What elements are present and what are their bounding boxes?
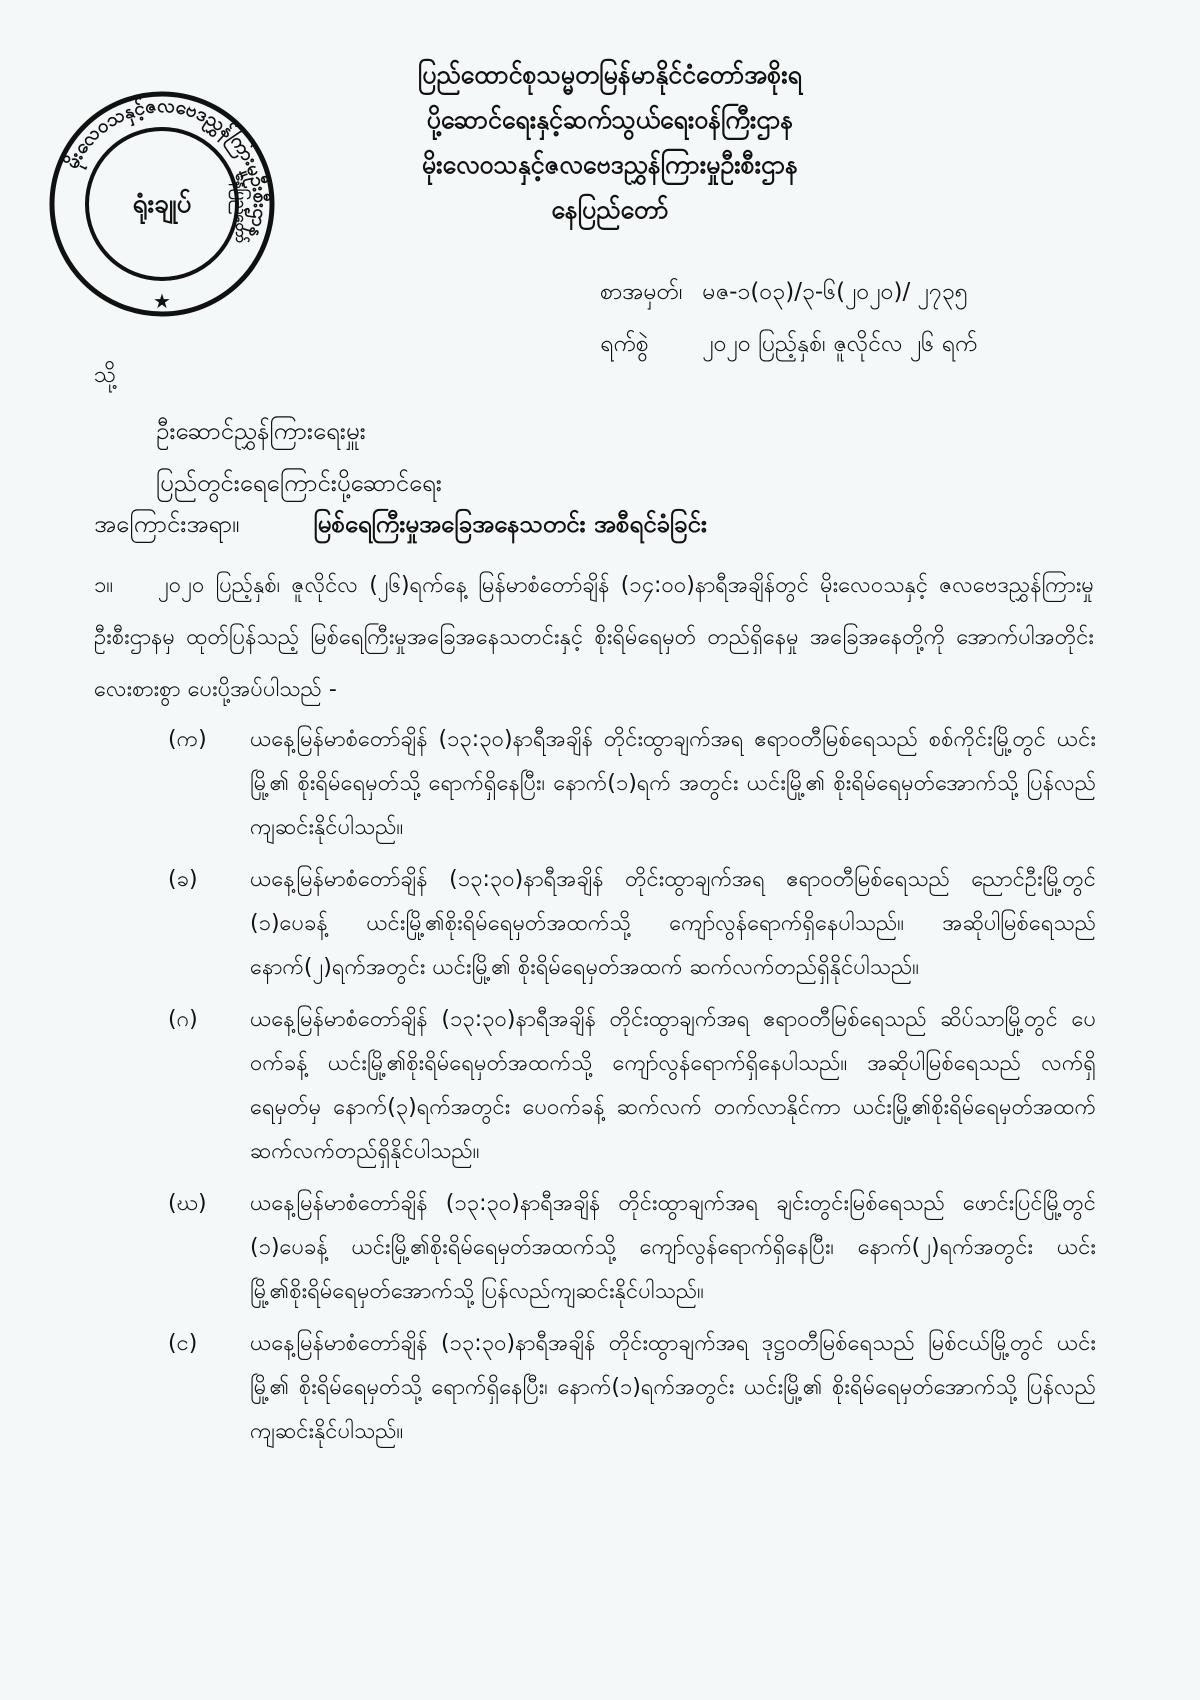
addressee bbox=[156, 405, 442, 509]
seal-star-icon: ★ bbox=[153, 289, 171, 313]
paragraph-text: ၂၀၂၀ ပြည့်နှစ်၊ ဇူလိုင်လ (၂၆)ရက်နေ့ မြန်မာစံတော်ချိန် (၁၄:၀၀)နာရီအချိန်တွင် မိုးလေဝသနှင့် ဇလဗေဒညွှန်ကြားမှုဦးစီးဌာနမှ ထုတ်ပြန်သည့် မြစ်ရေကြီးမှုအခြေအနေသတင်းနှင့် စိုးရိမ်ရေမှတ် တည်ရှိနေမှု အခြေအနေတို့ကို အောက်ပါအတိုင်း လေးစားစွာ ပေးပို့အပ်ပါသည် - bbox=[94, 573, 1094, 702]
subject-label: အကြောင်းအရာ။ bbox=[94, 510, 240, 538]
list-item bbox=[160, 718, 1096, 850]
seal-ring-right-text: နေပြည်တော် bbox=[232, 172, 250, 244]
letter-number-label: စာအမှတ်၊ bbox=[600, 279, 683, 305]
header-department: မိုးလေဝသနှင့်ဇလဗေဒညွှန်ကြားမှုဦးစီးဌာန bbox=[421, 150, 799, 179]
header-government: ပြည်ထောင်စုသမ္မတမြန်မာနိုင်ငံတော်အစိုးရ bbox=[418, 60, 802, 89]
letter-number-row bbox=[600, 266, 977, 318]
item-marker: (က) bbox=[168, 727, 207, 752]
office-seal-stamp bbox=[46, 88, 278, 320]
to-label: သို့ bbox=[94, 362, 117, 388]
list-item bbox=[160, 858, 1096, 990]
date-value: ၂၀၂၀ ပြည့်နှစ်၊ ဇူလိုင်လ ၂၆ ရက် bbox=[702, 331, 978, 357]
addressee-organization: ပြည်တွင်းရေကြောင်းပို့ဆောင်ရေး bbox=[156, 469, 442, 497]
reference-block bbox=[600, 266, 977, 370]
item-marker: (ဂ) bbox=[168, 1007, 198, 1032]
list-item bbox=[160, 998, 1096, 1174]
paragraph-number: ၁။ bbox=[94, 573, 114, 598]
item-text: ယနေ့မြန်မာစံတော်ချိန် (၁၃:၃၀)နာရီအချိန် တိုင်းထွာချက်အရ ဒုဋ္ဌဝတီမြစ်ရေသည် မြစ်ငယ်မြို့တွင် ယင်းမြို့၏ စိုးရိမ်ရေမှတ်သို့ ရောက်ရှိနေပြီး၊ နောက်(၁)ရက်အတွင်း ယင်းမြို့၏ စိုးရိမ်ရေမှတ်အောက်သို့ ပြန်လည်ကျဆင်းနိုင်ပါသည်။ bbox=[250, 1331, 1096, 1444]
seal-ring-text: မိုးလေဝသနှင့်ဇလဗေဒညွှန်ကြားမှုဦးစီးဌာန bbox=[60, 94, 272, 241]
item-text: ယနေ့မြန်မာစံတော်ချိန် (၁၃:၃၀)နာရီအချိန် တိုင်းထွာချက်အရ ဧရာဝတီမြစ်ရေသည် ဆိပ်သာမြို့တွင် ပေဝက်ခန့် ယင်းမြို့၏စိုးရိမ်ရေမှတ်အထက်သို့ ကျော်လွန်ရောက်ရှိနေပါသည်။ အဆိုပါမြစ်ရေသည် လက်ရှိရေမှတ်မှ နောက်(၃)ရက်အတွင်း ပေဝက်ခန့် ဆက်လက် တက်လာနိုင်ကာ ယင်းမြို့၏စိုးရိမ်ရေမှတ်အထက် ဆက်လက်တည်ရှိနိုင်ပါသည်။ bbox=[250, 1007, 1096, 1164]
date-row bbox=[600, 318, 977, 370]
list-item bbox=[160, 1182, 1096, 1314]
header-location: နေပြည်တော် bbox=[551, 195, 669, 224]
letterhead bbox=[330, 52, 890, 232]
seal-center-text: ရုံးချုပ် bbox=[132, 189, 192, 219]
subject-value: မြစ်ရေကြီးမှုအခြေအနေသတင်း အစီရင်ခံခြင်း bbox=[313, 510, 707, 538]
paragraph-1 bbox=[94, 560, 1094, 716]
item-marker: (င) bbox=[168, 1331, 198, 1356]
date-label: ရက်စွဲ bbox=[600, 331, 649, 357]
sub-item-list bbox=[160, 718, 1096, 1462]
item-text: ယနေ့မြန်မာစံတော်ချိန် (၁၃:၃၀)နာရီအချိန် တိုင်းထွာချက်အရ ဧရာဝတီမြစ်ရေသည် စစ်ကိုင်းမြို့တွင် ယင်းမြို့၏ စိုးရိမ်ရေမှတ်သို့ ရောက်ရှိနေပြီး၊ နောက်(၁)ရက် အတွင်း ယင်းမြို့၏ စိုးရိမ်ရေမှတ်အောက်သို့ ပြန်လည်ကျဆင်းနိုင်ပါသည်။ bbox=[250, 727, 1096, 840]
item-text: ယနေ့မြန်မာစံတော်ချိန် (၁၃:၃၀)နာရီအချိန် တိုင်းထွာချက်အရ ဧရာဝတီမြစ်ရေသည် ညောင်ဦးမြို့တွင် (၁)ပေခန့် ယင်းမြို့၏စိုးရိမ်ရေမှတ်အထက်သို့ ကျော်လွန်ရောက်ရှိနေပါသည်။ အဆိုပါမြစ်ရေသည် နောက်(၂)ရက်အတွင်း ယင်းမြို့၏ စိုးရိမ်ရေမှတ်အထက် ဆက်လက်တည်ရှိနိုင်ပါသည်။ bbox=[250, 867, 1096, 980]
subject-line bbox=[94, 508, 707, 544]
letter-number-value: မဇ-၁(၀၃)/၃-၆(၂၀၂၀)/ ၂၇၃၅ bbox=[702, 279, 968, 305]
header-ministry: ပို့ဆောင်ရေးနှင့်ဆက်သွယ်ရေးဝန်ကြီးဌာန bbox=[426, 105, 794, 134]
item-marker: (ဃ) bbox=[168, 1191, 207, 1216]
list-item bbox=[160, 1322, 1096, 1454]
item-marker: (ခ) bbox=[168, 867, 198, 892]
addressee-title: ဦးဆောင်ညွှန်ကြားရေးမှူး bbox=[156, 417, 366, 445]
item-text: ယနေ့မြန်မာစံတော်ချိန် (၁၃:၃၀)နာရီအချိန် တိုင်းထွာချက်အရ ချင်းတွင်းမြစ်ရေသည် ဖောင်းပြင်မြို့တွင် (၁)ပေခန့် ယင်းမြို့၏စိုးရိမ်ရေမှတ်အထက်သို့ ကျော်လွန်ရောက်ရှိနေပြီး၊ နောက်(၂)ရက်အတွင်း ယင်းမြို့၏စိုးရိမ်ရေမှတ်အောက်သို့ ပြန်လည်ကျဆင်းနိုင်ပါသည်။ bbox=[250, 1191, 1096, 1304]
